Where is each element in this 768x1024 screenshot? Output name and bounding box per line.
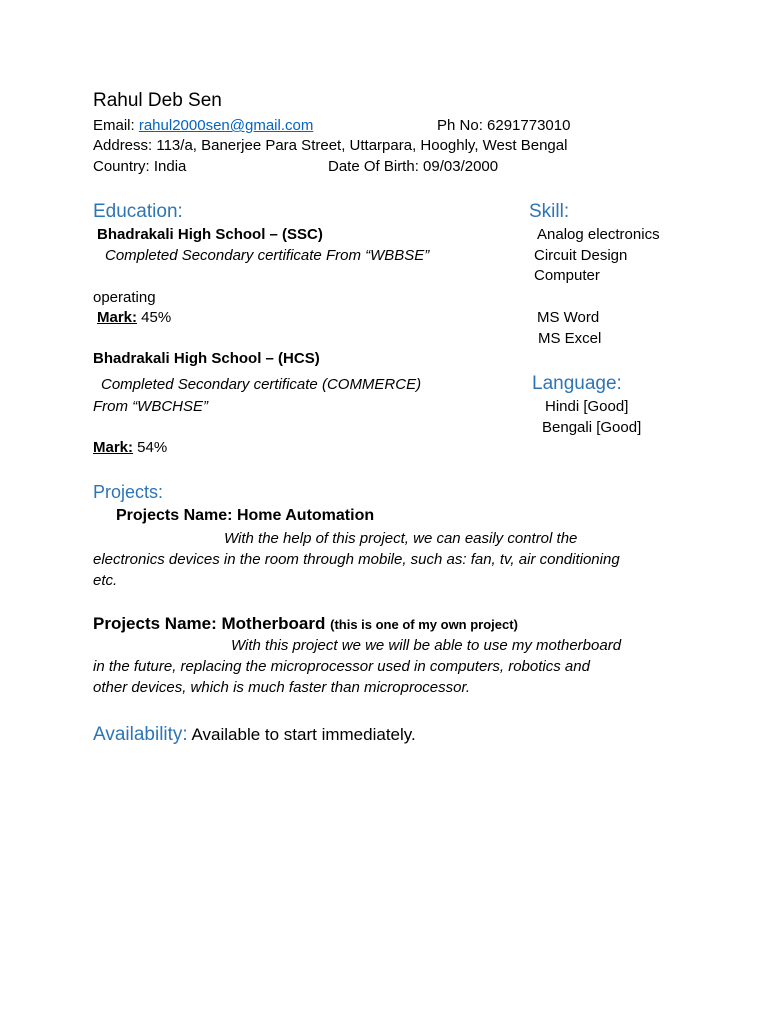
ssc-mark <box>97 310 171 325</box>
date-of-birth: Date Of Birth: 09/03/2000 <box>328 158 499 175</box>
hcs-description-line-1: Completed Secondary certificate (COMMERCE) <box>101 376 422 393</box>
hcs-mark-label: Mark: <box>93 439 134 456</box>
hcs-school: Bhadrakali High School – (HCS) <box>93 350 320 367</box>
ssc-mark-label: Mark: <box>97 309 138 326</box>
ssc-description: Completed Secondary certificate From “WBBSE” <box>105 247 430 264</box>
project-2-name <box>93 615 518 633</box>
skill-item: Circuit Design <box>534 247 628 264</box>
overflow-word: operating <box>93 289 156 306</box>
skill-item: MS Excel <box>538 330 602 347</box>
project-1-line-3: etc. <box>93 572 118 589</box>
project-1-line-2: electronics devices in the room through mobile, such as: fan, tv, air conditioning <box>93 551 620 568</box>
availability-text: Available to start immediately. <box>187 725 416 744</box>
language-item: Hindi [Good] <box>545 398 629 415</box>
ssc-mark-value: 45% <box>137 309 172 326</box>
skill-item: MS Word <box>537 309 600 326</box>
project-2-line-2: in the future, replacing the microprocessor used in computers, robotics and <box>93 658 590 675</box>
project-2-line-3: other devices, which is much faster than microprocessor. <box>93 679 471 696</box>
skill-item: Computer <box>534 267 600 284</box>
project-2-line-1: With this project we we will be able to use my motherboard <box>231 637 622 654</box>
ssc-school: Bhadrakali High School – (SSC) <box>97 226 323 243</box>
phone-number: Ph No: 6291773010 <box>437 117 571 134</box>
skill-heading: Skill: <box>529 201 570 222</box>
skill-item: Analog electronics <box>537 226 660 243</box>
email-label: Email: <box>93 117 139 134</box>
candidate-name: Rahul Deb Sen <box>93 90 222 111</box>
email-link[interactable]: rahul2000sen@gmail.com <box>138 117 314 134</box>
project-2-title: Motherboard <box>221 614 331 633</box>
address: Address: 113/a, Banerjee Para Street, Uttarpara, Hooghly, West Bengal <box>93 137 568 154</box>
project-1-name: Projects Name: Home Automation <box>116 507 375 524</box>
hcs-mark <box>93 440 167 455</box>
email-line <box>93 118 313 133</box>
project-2-note: (this is one of my own project) <box>330 617 518 632</box>
availability-heading: Availability: <box>93 724 188 745</box>
language-heading: Language: <box>532 373 622 394</box>
education-heading: Education: <box>93 201 183 222</box>
project-1-line-1: With the help of this project, we can easily control the <box>224 530 578 547</box>
language-item: Bengali [Good] <box>542 419 642 436</box>
project-2-label: Projects Name: <box>93 614 222 633</box>
hcs-mark-value: 54% <box>133 439 168 456</box>
hcs-description-line-2: From “WBCHSE” <box>93 398 208 415</box>
projects-heading: Projects: <box>93 482 164 502</box>
availability-line <box>93 725 416 744</box>
country: Country: India <box>93 158 187 175</box>
